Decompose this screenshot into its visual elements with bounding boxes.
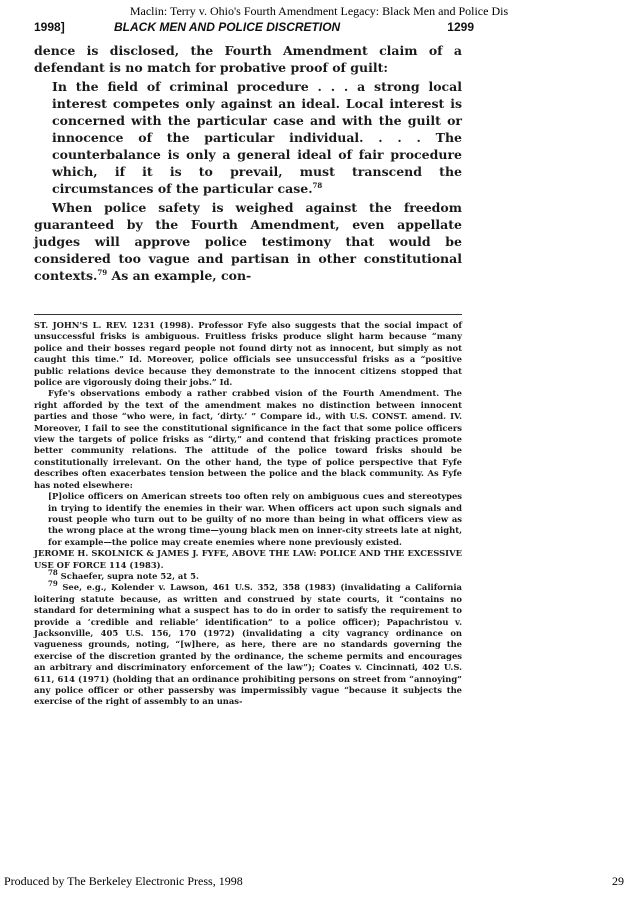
footnote-citation: JEROME H. SKOLNICK & JAMES J. FYFE, ABOVE THE LAW: POLICE AND THE EXCESSIVE USE OF FORCE 114 (1983).	[34, 548, 462, 570]
body-paragraph-1: dence is disclosed, the Fourth Amendment claim of a defendant is no match for probative proof of guilt:	[34, 43, 462, 75]
body-paragraph-2	[34, 199, 462, 284]
header-title: BLACK MEN AND POLICE DISCRETION	[114, 20, 341, 34]
footnote-79	[34, 579, 462, 707]
footnote-divider	[34, 314, 462, 315]
running-head: Maclin: Terry v. Ohio's Fourth Amendment Legacy: Black Men and Police Dis	[129, 4, 509, 18]
footnote-78-number: 78	[48, 568, 58, 578]
footnotes	[34, 320, 462, 708]
block-quote	[52, 78, 462, 197]
footnote-78-text: Schaefer, supra note 52, at 5.	[57, 570, 199, 581]
body-paragraph-2-text: When police safety is weighed against the freedom guaranteed by the Fourth Amendment, even appellate judges will approve police testimony that would be considered too vague and partisan in other constitutional contexts.	[34, 200, 462, 283]
header-year: 1998]	[34, 20, 65, 34]
footnote-79-number: 79	[48, 579, 58, 589]
body-paragraph-2-tail: As an example, con-	[107, 268, 252, 283]
footnote-paragraph: Fyfe's observations embody a rather crabbed vision of the Fourth Amendment. The right afforded by the text of the amendment makes no distinction between innocent parties and those “who were, in fact, ‘dirty.’ ” Compare id., with U.S. CONST. amend. IV. Moreover, I fail to see the constitutional significance in the fact that some police officers view the targets of police frisks as “dirty,” and contend that frisking practices promote better community relations. The attitude of the police toward frisks should be constitutionally irrelevant. On the other hand, the type of police perspective that Fyfe describes often exacerbates tension between the police and the black community. As Fyfe has noted elsewhere:	[34, 388, 462, 490]
block-quote-text: In the field of criminal procedure . . . a strong local interest competes only against an ideal. Local interest is concerned with the particular case and with the guilt or innocence of the particular individual. . . . The counterbalance is only a general ideal of fair procedure which, if it is to prevail, must transcend the circumstances of the particular case.	[52, 79, 462, 196]
footnote-ref-79: 79	[97, 267, 108, 277]
footer-publisher: Produced by The Berkeley Electronic Press, 1998	[4, 874, 243, 888]
main-body	[34, 42, 462, 284]
footnote-79-text: See, e.g., Kolender v. Lawson, 461 U.S. 352, 358 (1983) (invalidating a California loitering statute because, as written and construed by state courts, it “contains no standard for determining what a suspect has to do in order to satisfy the requirement to provide a ‘credible and reliable’ identification” to a police officer); Papachristou v. Jacksonville, 405 U.S. 156, 170 (1972) (invalidating a city vagrancy ordinance on vagueness grounds, noting, “[w]here, as here, there are no standards governing the exercise of the discretion granted by the ordinance, the scheme permits and encourages an arbitrary and discriminatory enforcement of the law”); Coates v. Cincinnati, 402 U.S. 611, 614 (1971) (holding that an ordinance prohibiting persons on street from “annoying” any police officer or other passersby was impermissibly vague “because it subjects the exercise of the right of assembly to an unas-	[34, 582, 462, 707]
header-page-number: 1299	[447, 20, 474, 34]
footnote-ref-78: 78	[312, 180, 323, 190]
footnote-continued: ST. JOHN'S L. REV. 1231 (1998). Professor Fyfe also suggests that the social impact of unsuccessful frisks is ambiguous. Fruitless frisks produce slight harm because “many police and their bosses regard people not found dirty not as innocent, but simply as not caught this time.” Id. Moreover, police officials see unsuccessful frisks as a “positive public relations device because they demonstrate to the innocent citizens stopped that police are vigorously doing their jobs.” Id.	[34, 320, 462, 388]
footnote-block-quote: [P]olice officers on American streets too often rely on ambiguous cues and stereotypes in trying to identify the enemies in their war. When officers act upon such signals and roust people who turn out to be guilty of no more than being in what officers view as the wrong place at the wrong time—young black men on inner-city streets late at night, for example—the police may create enemies where none previously existed.	[48, 491, 462, 547]
footer-page-number: 29	[612, 874, 624, 888]
footnote-78	[34, 568, 462, 582]
